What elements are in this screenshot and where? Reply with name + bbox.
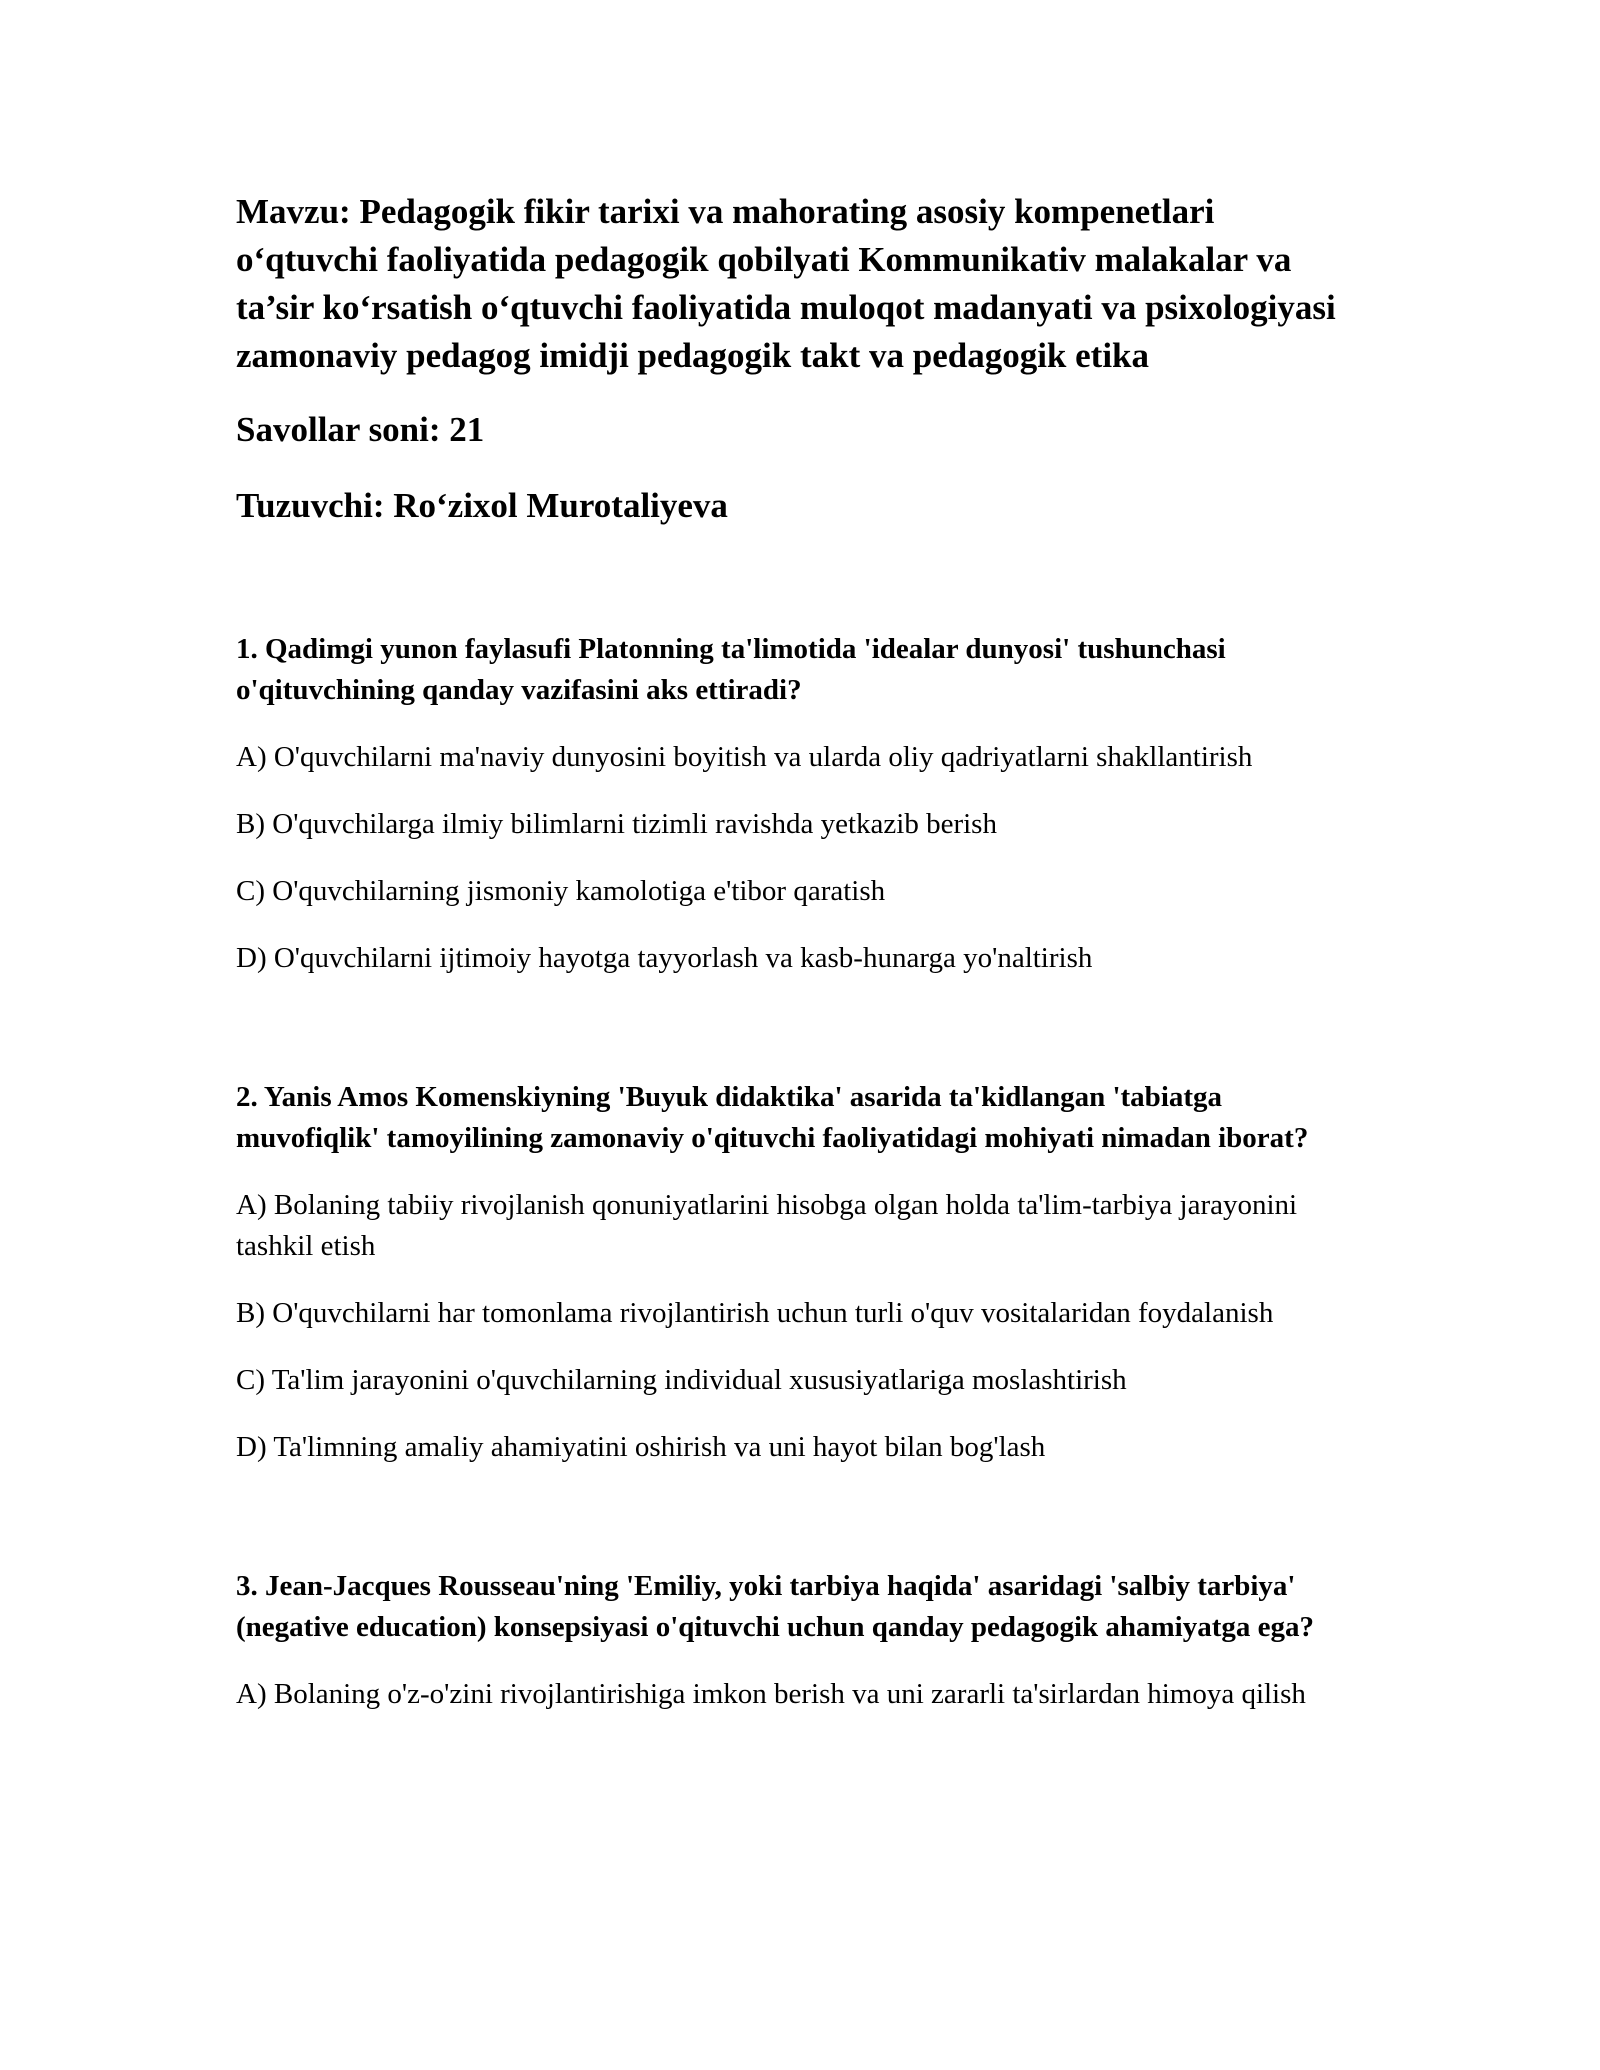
- question-2: [236, 1077, 1364, 1468]
- question-text: 3. Jean-Jacques Rousseau'ning 'Emiliy, yoki tarbiya haqida' asaridagi 'salbiy tarbiya' (negative education) konsepsiyasi o'qituvchi uchun qanday pedagogik ahamiyatga ega?: [236, 1570, 1315, 1643]
- option-a: A) Bolaning tabiiy rivojlanish qonuniyatlarini hisobga olgan holda ta'lim-tarbiya jarayonini tashkil etish: [236, 1189, 1298, 1262]
- option-d: D) Ta'limning amaliy ahamiyatini oshirish va uni hayot bilan bog'lash: [236, 1431, 1046, 1463]
- question-count: Savollar soni: 21: [236, 410, 485, 449]
- option-b: B) O'quvchilarga ilmiy bilimlarni tizimli ravishda yetkazib berish: [236, 808, 997, 840]
- author-line: Tuzuvchi: Ro‘zixol Murotaliyeva: [236, 486, 728, 525]
- question-1: [236, 629, 1364, 979]
- question-3: [236, 1566, 1364, 1715]
- document-header: [236, 188, 1364, 530]
- option-a: A) Bolaning o'z-o'zini rivojlantirishiga imkon berish va uni zararli ta'sirlardan himoya qilish: [236, 1678, 1306, 1710]
- option-c: C) Ta'lim jarayonini o'quvchilarning individual xususiyatlariga moslashtirish: [236, 1364, 1127, 1396]
- topic-title: Mavzu: Pedagogik fikir tarixi va mahorating asosiy kompenetlari o‘qtuvchi faoliyatida pedagogik qobilyati Kommunikativ malakalar va ta’sir ko‘rsatish o‘qtuvchi faoliyatida muloqot madanyati va psixologiyasi zamonaviy pedagog imidji pedagogik takt va pedagogik etika: [236, 192, 1336, 375]
- question-text: 2. Yanis Amos Komenskiyning 'Buyuk didaktika' asarida ta'kidlangan 'tabiatga muvofiqlik' tamoyilining zamonaviy o'qituvchi faoliyatidagi mohiyati nimadan iborat?: [236, 1081, 1309, 1154]
- option-c: C) O'quvchilarning jismoniy kamolotiga e'tibor qaratish: [236, 875, 886, 907]
- question-text: 1. Qadimgi yunon faylasufi Platonning ta'limotida 'idealar dunyosi' tushunchasi o'qituvchining qanday vazifasini aks ettiradi?: [236, 633, 1226, 706]
- option-a: A) O'quvchilarni ma'naviy dunyosini boyitish va ularda oliy qadriyatlarni shakllantirish: [236, 741, 1253, 773]
- option-d: D) O'quvchilarni ijtimoiy hayotga tayyorlash va kasb-hunarga yo'naltirish: [236, 942, 1093, 974]
- option-b: B) O'quvchilarni har tomonlama rivojlantirish uchun turli o'quv vositalaridan foydalanish: [236, 1297, 1274, 1329]
